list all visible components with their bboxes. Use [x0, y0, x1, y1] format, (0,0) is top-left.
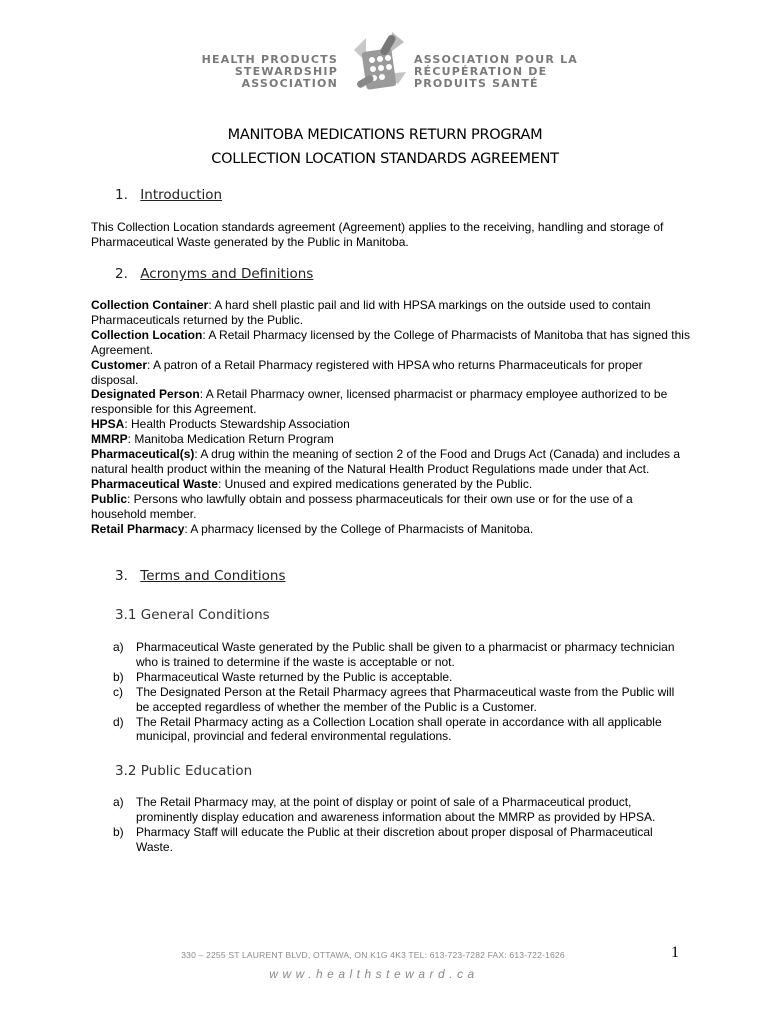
list-item-text: Pharmaceutical Waste generated by the Public shall be given to a pharmacist or pharmacy technician who is trained to determine if the waste is acceptable or not.	[136, 640, 675, 669]
list-item-text: The Designated Person at the Retail Pharmacy agrees that Pharmaceutical waste from the Public will be accepted regardless of whether the member of the Public is a Customer.	[136, 684, 675, 714]
definition-term: Public	[91, 491, 128, 506]
section-number: 1.	[115, 187, 128, 203]
definition-item	[91, 358, 691, 388]
section-number: 3.	[115, 568, 128, 584]
footer-website: www.healthsteward.ca	[269, 967, 479, 981]
definition-text: : A hard shell plastic pail and lid with HPSA markings on the outside used to contain Pharmaceuticals returned by the Public.	[91, 298, 651, 327]
definition-text: : Manitoba Medication Return Program	[127, 432, 334, 447]
section-heading-introduction	[115, 187, 222, 203]
list-item	[113, 795, 683, 825]
footer-address: 330 – 2255 ST LAURENT BLVD, OTTAWA, ON K1G 4K3 TEL: 613-723-7282 FAX: 613-722-1626	[181, 950, 565, 960]
section-heading-text: Terms and Conditions	[140, 568, 286, 584]
list-item	[113, 670, 683, 685]
definition-item	[91, 417, 691, 432]
list-letter: b)	[113, 669, 124, 684]
definition-text: : Unused and expired medications generated by the Public.	[217, 476, 533, 491]
list-letter: d)	[113, 714, 124, 729]
page-number: 1	[671, 944, 679, 961]
section-heading-text: Acronyms and Definitions	[140, 266, 314, 282]
definition-item	[91, 298, 691, 328]
definition-term: Designated Person	[91, 387, 200, 402]
list-item-text: Pharmacy Staff will educate the Public at their discretion about proper disposal of Pharmaceutical Waste.	[136, 824, 653, 854]
list-letter: a)	[113, 640, 124, 654]
org-en-line-3: ASSOCIATION	[241, 77, 338, 90]
definition-term: Pharmaceutical(s)	[91, 447, 195, 462]
definition-term: Customer	[91, 357, 148, 372]
list-item	[113, 715, 683, 745]
definition-item	[91, 492, 691, 522]
list-letter: b)	[113, 824, 124, 839]
definition-term: HPSA	[91, 417, 125, 432]
definition-term: Collection Container	[91, 298, 209, 312]
pills-and-recycle-logo-icon	[348, 28, 410, 98]
list-letter: c)	[113, 684, 123, 699]
definition-text: : A patron of a Retail Pharmacy registered with HPSA who returns Pharmaceuticals for proper disposal.	[91, 357, 643, 387]
section-heading-text: Introduction	[140, 187, 223, 203]
definition-item	[91, 432, 691, 447]
header-logo	[0, 28, 770, 98]
org-fr-line-3: PRODUITS SANTÉ	[414, 77, 539, 90]
org-name-english	[202, 54, 338, 90]
document-title-line-1: MANITOBA MEDICATIONS RETURN PROGRAM	[227, 127, 543, 143]
definition-item	[91, 387, 691, 417]
list-item	[113, 685, 683, 715]
definition-text: : A drug within the meaning of section 2 of the Food and Drugs Act (Canada) and includes a natural health product within the meaning of the Natural Health Product Regulations made under that Act.	[91, 447, 681, 476]
org-en-line-2: STEWARDSHIP	[234, 65, 338, 78]
definition-item	[91, 522, 691, 537]
public-education-list	[113, 795, 683, 855]
general-conditions-list	[113, 640, 683, 744]
introduction-paragraph: This Collection Location standards agreement (Agreement) applies to the receiving, handling and storage of Pharmaceutical Waste generated by the Public in Manitoba.	[91, 220, 664, 249]
subsection-heading-public-education: 3.2 Public Education	[115, 763, 253, 779]
definition-text: : Persons who lawfully obtain and possess pharmaceuticals for their own use or for the use of a household member.	[91, 491, 633, 521]
list-item-text: The Retail Pharmacy may, at the point of display or point of sale of a Pharmaceutical product, prominently display education and awareness information about the MMRP as provided by HPSA.	[136, 795, 656, 824]
definition-term: Retail Pharmacy	[91, 521, 185, 536]
definition-item	[91, 477, 691, 492]
definition-term: MMRP	[91, 432, 128, 447]
section-heading-terms	[115, 568, 286, 584]
document-title-line-2: COLLECTION LOCATION STANDARDS AGREEMENT	[211, 151, 559, 167]
list-item	[113, 825, 683, 855]
org-fr-line-2: RÉCUPÉRATION DE	[414, 65, 548, 78]
definition-text: : A Retail Pharmacy licensed by the College of Pharmacists of Manitoba that has signed this Agreement.	[91, 327, 690, 357]
definitions-list	[91, 298, 691, 537]
definition-text: : Health Products Stewardship Association	[124, 417, 350, 432]
definition-term: Pharmaceutical Waste	[91, 476, 218, 491]
org-en-line-1: HEALTH PRODUCTS	[201, 53, 338, 66]
list-item-text: The Retail Pharmacy acting as a Collection Location shall operate in accordance with all applicable municipal, provincial and federal environmental regulations.	[136, 714, 662, 744]
definition-item	[91, 328, 691, 358]
list-item	[113, 640, 683, 670]
list-letter: a)	[113, 795, 124, 809]
list-item-text: Pharmaceutical Waste returned by the Public is acceptable.	[136, 669, 453, 684]
definition-text: : A pharmacy licensed by the College of Pharmacists of Manitoba.	[184, 521, 534, 536]
org-fr-line-1: ASSOCIATION POUR LA	[414, 53, 578, 66]
org-name-french	[414, 54, 578, 90]
definition-text: : A Retail Pharmacy owner, licensed pharmacist or pharmacy employee authorized to be responsible for this Agreement.	[91, 387, 668, 417]
section-number: 2.	[115, 266, 128, 282]
subsection-heading-general-conditions: 3.1 General Conditions	[115, 607, 270, 623]
definition-term: Collection Location	[91, 327, 203, 342]
section-heading-acronyms	[115, 266, 313, 282]
definition-item	[91, 447, 691, 477]
